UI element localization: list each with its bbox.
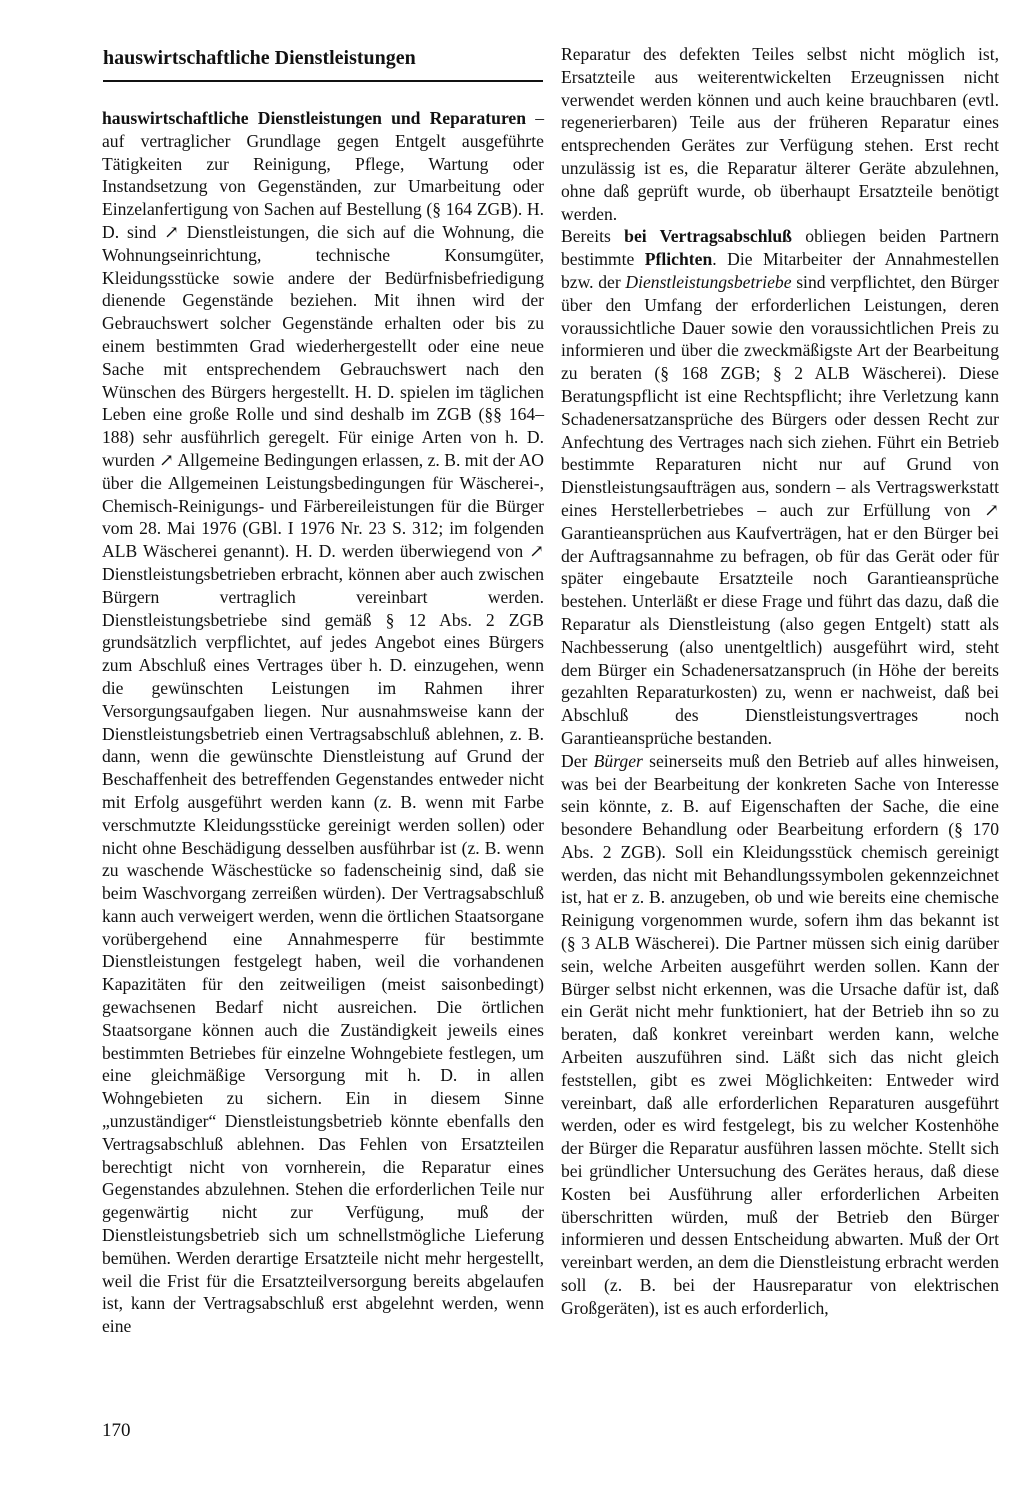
bold-term-pflichten: Pflichten [644, 249, 713, 270]
text-run: sind verpflichtet, den Bürger über den Umfang der erforderlichen Leistungen, deren voraussichtliche Dauer sowie den voraussichtlichen Preis zu informieren und über die zweckmäßigste Art der Bearbeitung zu beraten (§ 168 ZGB; § 2 ALB Wäscherei). Diese Beratungspflicht ist eine Rechtspflicht; ihre Verletzung kann Schadenersatzansprüche des Bürgers oder dessen Recht zur Anfechtung des Vertrages nach sich ziehen. Führt ein Betrieb bestimmte Reparaturen nicht nur auf Grund von Dienstleistungsaufträgen aus, sondern – als Vertragswerkstatt eines Herstellerbetriebes – auch zur Erfüllung von ↗ Garantieansprüchen aus Kaufverträgen, hat er den Bürger bei der Auftragsannahme zu befragen, ob für das Gerät oder für später eingebaute Ersatzteile noch Garantieansprüche bestehen. Unterläßt er diese Frage und führt das dazu, daß die Reparatur als Dienstleistung (also gegen Entgelt) statt als Nachbesserung (also unentgeltlich) ausgeführt wird, steht dem Bürger ein Schadenersatzanspruch (in Höhe der bereits gezahlten Reparaturkosten) zu, wenn er nachweist, daß bei Abschluß des Dienstleistungsvertrages noch Garantieansprüche bestanden. [561, 271, 999, 748]
italic-term-dienstleistungsbetriebe: Dienstleistungsbetriebe [625, 271, 792, 292]
entry-paragraph [102, 107, 544, 1338]
left-column [102, 107, 544, 1338]
bold-term-vertragsabschluss: bei Vertragsabschluß [624, 226, 792, 247]
page-number: 170 [102, 1420, 131, 1441]
text-run: seinerseits muß den Betrieb auf alles hinweisen, was bei der Bearbeitung der konkreten Sache von Interesse sein könnte, z. B. auf Eigenschaften der Sache, die eine besondere Behandlung oder Bearbeitung erfordern (§ 170 Abs. 2 ZGB). Soll ein Kleidungsstück chemisch gereinigt werden, das nicht mit Behandlungssymbolen gekennzeichnet ist, hat er z. B. anzugeben, ob und wie bereits eine chemische Reinigung vorgenommen wurde, sofern ihm das bekannt ist (§ 3 ALB Wäscherei). Die Partner müssen sich einig darüber sein, welche Arbeiten ausgeführt werden sollen. Kann der Bürger selbst nicht erkennen, was die Ursache dafür ist, daß ein Gerät nicht mehr funktioniert, hat der Betrieb ihn so zu beraten, daß konkret vereinbart werden kann, welche Arbeiten auszuführen sind. Läßt sich das nicht gleich feststellen, gibt es zwei Möglichkeiten: Entweder wird vereinbart, daß alle erforderlichen Reparaturen ausgeführt werden, oder es wird festgelegt, bis zu welcher Kostenhöhe der Bürger die Reparatur ausführen lassen möchte. Stellt sich bei gründlicher Untersuchung des Gerätes heraus, daß diese Kosten bei Ausführung aller erforderlichen Arbeiten überschritten würden, muß der Betrieb den Bürger informieren und dessen Entscheidung abwarten. Muß der Ort vereinbart werden, an dem die Dienstleistung erbracht werden soll (z. B. bei der Hausreparatur von elektrischen Großgeräten), ist es auch erforderlich, [561, 750, 999, 1318]
paragraph-continuation: Reparatur des defekten Teiles selbst nicht möglich ist, Ersatzteile aus weiterentwickelten Erzeugnissen nicht verwendet werden können und auch keine brauchbaren (evtl. regenerierbaren) Teile aus der früheren Reparatur eines entsprechenden Gerätes zur Verfügung stehen. Erst recht unzulässig ist es, die Reparatur älterer Geräte abzulehnen, ohne daß geprüft wurde, ob überhaupt Ersatzteile benötigt werden. [561, 44, 999, 224]
paragraph-citizen-duties [561, 750, 999, 1320]
right-column [561, 43, 999, 1320]
entry-headword: hauswirtschaftliche Dienstleistungen und Reparaturen [102, 108, 527, 128]
paragraph-contract-duties [561, 225, 999, 749]
text-run: Der [561, 750, 594, 771]
text-run: Bereits [561, 226, 625, 247]
text-run: . Die Mitarbeiter der Annahmestellen bzw. der [561, 249, 999, 292]
entry-text: – auf vertraglicher Grundlage gegen Entgelt ausgeführte Tätigkeiten zur Reinigung, Pflege, Wartung oder Instandsetzung von Gegenständen, zur Umarbeitung oder Einzelanfertigung von Sachen auf Bestellung (§ 164 ZGB). H. D. sind ↗ Dienstleistungen, die sich auf die Wohnung, die Wohnungseinrichtung, technische Konsumgüter, Kleidungsstücke sowie andere der Bedürfnisbefriedigung dienende Gegenstände beziehen. Mit ihnen wird der Gebrauchswert solcher Gegenstände erhalten oder bis zu einem bestimmten Grad wiederhergestellt oder eine neue Sache mit entsprechendem Gebrauchswert nach den Wünschen des Bürgers hergestellt. H. D. spielen im täglichen Leben eine große Rolle und sind deshalb im ZGB (§§ 164–188) sehr ausführlich geregelt. Für einige Arten von h. D. wurden ↗ Allgemeine Bedingungen erlassen, z. B. mit der AO über die Allgemeinen Leistungsbedingungen für Wäscherei-, Chemisch-Reinigungs- und Färbereileistungen für die Bürger vom 28. Mai 1976 (GBl. I 1976 Nr. 23 S. 312; im folgenden ALB Wäscherei genannt). H. D. werden überwiegend von ↗ Dienstleistungsbetrieben erbracht, können aber auch zwischen Bürgern vertraglich vereinbart werden. Dienstleistungsbetriebe sind gemäß § 12 Abs. 2 ZGB grundsätzlich verpflichtet, auf jedes Angebot eines Bürgers zum Abschluß eines Vertrages über h. D. einzugehen, wenn die gewünschten Leistungen im Rahmen ihrer Versorgungsaufgaben liegen. Nur ausnahmsweise kann der Dienstleistungsbetrieb einen Vertragsabschluß ablehnen, z. B. dann, wenn die gewünschte Dienstleistung auf Grund der Beschaffenheit des betreffenden Gegenstandes entweder nicht mit Erfolg ausgeführt werden kann (z. B. wenn mit Farbe verschmutzte Kleidungsstücke gereinigt werden sollen) oder nicht ohne Beschädigung desselben ausführbar ist (z. B. wenn zu waschende Wäschestücke so fadenscheinig sind, daß sie beim Waschvorgang zerreißen würden). Der Vertragsabschluß kann auch verweigert werden, wenn die örtlichen Staatsorgane vorübergehend eine Annahmesperre für bestimmte Dienstleistungen festgelegt haben, weil die vorhandenen Kapazitäten für den zeitweiligen (meist saisonbedingt) gewachsenen Bedarf nicht ausreichen. Die örtlichen Staatsorgane können auch die Zuständigkeit jeweils eines bestimmten Betriebes für einzelne Wohngebiete festlegen, um eine gleichmäßige Versorgung mit h. D. in allen Wohngebieten zu sichern. Ein in diesem Sinne „unzuständiger“ Dienstleistungsbetrieb könnte ebenfalls den Vertragsabschluß ablehnen. Das Fehlen von Ersatzteilen berechtigt nicht von vornherein, die Reparatur eines Gegenstandes abzulehnen. Stehen die erforderlichen Teile nur gegenwärtig nicht zur Verfügung, muß der Dienstleistungsbetrieb sich um schnellstmögliche Lieferung bemühen. Werden derartige Ersatzteile nicht mehr hergestellt, weil die Frist für die Ersatzteilversorgung bereits abgelaufen ist, kann der Vertragsabschluß erst abgelehnt werden, wenn eine [102, 108, 544, 1337]
running-head: hauswirtschaftliche Dienstleistungen [103, 47, 416, 69]
italic-term-buerger: Bürger [593, 750, 643, 771]
header-rule [103, 80, 543, 82]
text-run: obliegen beiden Partnern bestimmte [561, 226, 1000, 270]
